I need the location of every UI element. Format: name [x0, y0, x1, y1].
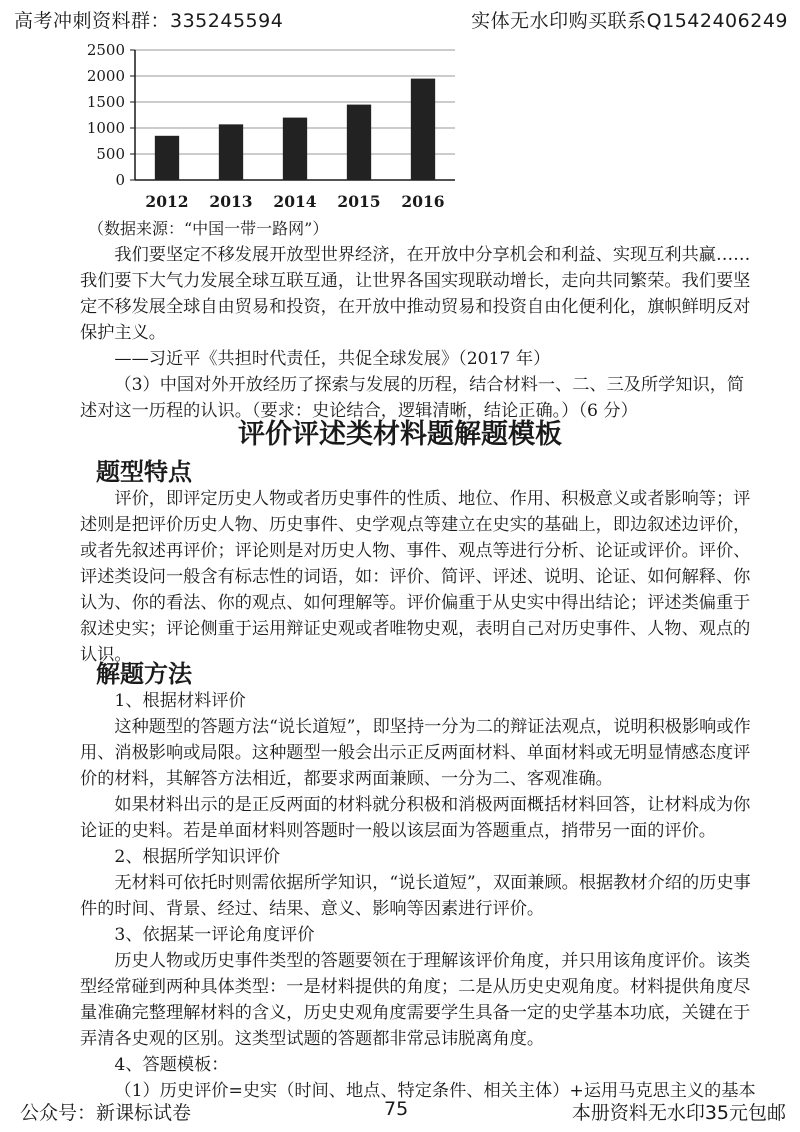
x-tick-label: 2015	[337, 192, 381, 211]
page-number: 75	[384, 1098, 409, 1120]
section-features-body	[80, 486, 760, 668]
method-1-paragraph-2: 如果材料出示的是正反两面的材料就分积极和消极两面概括材料回答，让材料成为你论证的史料。若是单面材料则答题时一般以该层面为答题重点，捎带另一面的评价。	[80, 795, 751, 841]
footer-left-text: 公众号：新课标试卷	[20, 1102, 192, 1124]
page-title: 评价评述类材料题解题模板	[238, 419, 562, 450]
method-4-paragraph: （1）历史评价=史实（时间、地点、特定条件、相关主体）+运用马克思主义的基本	[114, 1081, 756, 1101]
y-tick-label: 500	[96, 145, 125, 163]
bar-chart	[60, 40, 480, 220]
section-methods-body	[80, 688, 760, 1104]
y-tick-label: 1500	[86, 93, 125, 111]
method-4-title: 4、答题模板：	[114, 1055, 229, 1075]
header-left-text: 高考冲刺资料群：335245594	[14, 10, 284, 32]
bar	[283, 118, 307, 180]
method-1-paragraph-1: 这种题型的答题方法“说长道短”，即坚持一分为二的辩证法观点，说明积极影响或作用、消极影响或局限。这种题型一般会出示正反两面材料、单面材料或无明显情感态度评价的材料，其解答方法相近，都要求两面兼顾、一分为二、客观准确。	[80, 717, 751, 789]
footer-right-text: 本册资料无水印35元包邮	[571, 1102, 786, 1124]
section-title-methods: 解题方法	[96, 660, 192, 688]
y-tick-label: 0	[115, 171, 125, 189]
y-tick-label: 2500	[86, 41, 125, 59]
material-block	[80, 242, 760, 424]
bar	[219, 124, 243, 180]
method-2-paragraph: 无材料可依托时则需依据所学知识，“说长道短”，双面兼顾。根据教材介绍的历史事件的时间、背景、经过、结果、意义、影响等因素进行评价。	[80, 873, 751, 919]
x-tick-label: 2013	[209, 192, 253, 211]
bar	[347, 105, 371, 180]
method-1-title: 1、根据材料评价	[114, 691, 246, 711]
section-title-features: 题型特点	[96, 458, 192, 486]
y-tick-label: 1000	[86, 119, 125, 137]
material-attribution: ——习近平《共担时代责任，共促全球发展》（2017 年）	[114, 349, 551, 369]
y-tick-label: 2000	[86, 67, 125, 85]
method-3-title: 3、依据某一评论角度评价	[114, 925, 315, 945]
header-right-text: 实体无水印购买联系Q1542406249	[471, 10, 788, 32]
x-tick-label: 2012	[145, 192, 189, 211]
bar	[411, 79, 435, 180]
bar	[155, 136, 179, 180]
source-note: （数据来源：“中国一带一路网”）	[88, 219, 329, 238]
features-paragraph: 评价，即评定历史人物或者历史事件的性质、地位、作用、积极意义或者影响等；评述则是把评价历史人物、历史事件、史学观点等建立在史实的基础上，即边叙述边评价，或者先叙述再评价；评论则是对历史人物、事件、观点等进行分析、论证或评价。评价、评述类设问一般含有标志性的词语，如：评价、简评、评述、说明、论证、如何解释、你认为、你的看法、你的观点、如何理解等。评价偏重于从史实中得出结论；评述类偏重于叙述史实；评论侧重于运用辩证史观或者唯物史观，表明自己对历史事件、人物、观点的认识。	[80, 489, 751, 665]
x-tick-label: 2016	[401, 192, 445, 211]
bar-chart-svg	[60, 40, 480, 220]
x-tick-label: 2014	[273, 192, 317, 211]
question-3: （3）中国对外开放经历了探索与发展的历程，结合材料一、二、三及所学知识，简述对这一历程的认识。（要求：史论结合，逻辑清晰，结论正确。）（6 分）	[80, 375, 745, 421]
method-2-title: 2、根据所学知识评价	[114, 847, 281, 867]
material-paragraph: 我们要坚定不移发展开放型世界经济，在开放中分享机会和利益、实现互利共赢……我们要下大气力发展全球互联互通，让世界各国实现联动增长，走向共同繁荣。我们要坚定不移发展全球自由贸易和投资，在开放中推动贸易和投资自由化便利化，旗帜鲜明反对保护主义。	[80, 245, 751, 343]
method-3-paragraph: 历史人物或历史事件类型的答题要领在于理解该评价角度，并只用该角度评价。该类型经常碰到两种具体类型：一是材料提供的角度；二是从历史史观角度。材料提供角度尽量准确完整理解材料的含义，历史史观角度需要学生具备一定的史学基本功底，关键在于弄清各史观的区别。这类型试题的答题都非常忌讳脱离角度。	[80, 951, 751, 1049]
